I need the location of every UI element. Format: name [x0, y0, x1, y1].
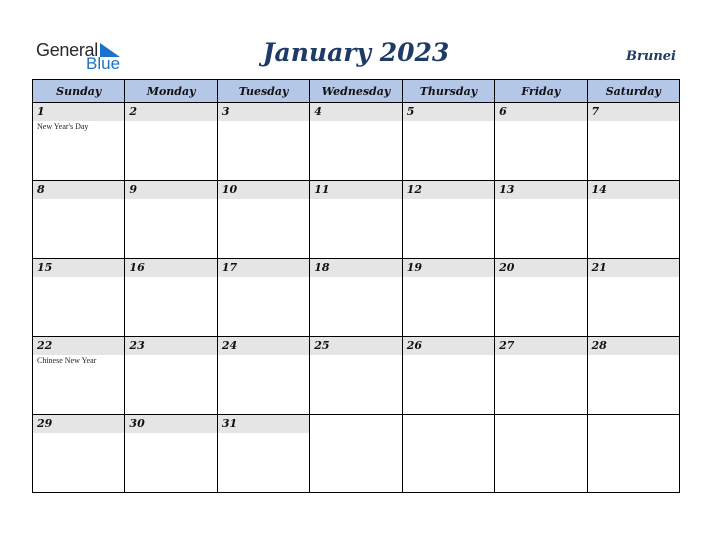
day-cell	[125, 259, 217, 337]
day-number: 21	[588, 259, 679, 277]
day-cell	[125, 181, 217, 259]
day-cell	[495, 181, 587, 259]
day-number: 20	[495, 259, 586, 277]
weekday-header: Friday	[495, 80, 587, 103]
day-cell	[402, 181, 494, 259]
day-number: 9	[125, 181, 216, 199]
day-cell	[310, 259, 402, 337]
day-number: 3	[218, 103, 309, 121]
day-cell	[310, 415, 402, 493]
day-cell	[402, 337, 494, 415]
day-cell	[217, 103, 309, 181]
week-row	[33, 415, 680, 493]
day-number	[403, 415, 494, 433]
day-number	[588, 415, 679, 433]
day-number: 22	[33, 337, 124, 355]
day-cell	[495, 337, 587, 415]
calendar-grid	[32, 79, 680, 493]
day-number	[495, 415, 586, 433]
day-cell	[495, 103, 587, 181]
day-cell	[402, 415, 494, 493]
day-number: 18	[310, 259, 401, 277]
weekday-header: Saturday	[587, 80, 679, 103]
day-cell	[217, 337, 309, 415]
week-row	[33, 337, 680, 415]
weekday-header: Thursday	[402, 80, 494, 103]
day-number	[310, 415, 401, 433]
day-number: 29	[33, 415, 124, 433]
page-title: January 2023	[262, 38, 450, 67]
day-number: 14	[588, 181, 679, 199]
holiday-label: New Year's Day	[37, 122, 89, 131]
day-number: 27	[495, 337, 586, 355]
day-number: 8	[33, 181, 124, 199]
day-cell	[33, 337, 125, 415]
day-number: 12	[403, 181, 494, 199]
day-number: 24	[218, 337, 309, 355]
weekday-header: Wednesday	[310, 80, 402, 103]
day-number: 25	[310, 337, 401, 355]
day-cell	[587, 259, 679, 337]
day-number: 23	[125, 337, 216, 355]
day-number: 19	[403, 259, 494, 277]
day-cell	[125, 337, 217, 415]
day-number: 31	[218, 415, 309, 433]
day-number: 5	[403, 103, 494, 121]
day-cell	[495, 259, 587, 337]
calendar-body	[33, 103, 680, 493]
day-cell	[217, 181, 309, 259]
day-cell	[217, 415, 309, 493]
day-number: 10	[218, 181, 309, 199]
day-cell	[310, 337, 402, 415]
day-cell	[125, 103, 217, 181]
day-cell	[33, 103, 125, 181]
day-number: 6	[495, 103, 586, 121]
day-number: 11	[310, 181, 401, 199]
day-cell	[33, 181, 125, 259]
day-cell	[310, 181, 402, 259]
day-number: 15	[33, 259, 124, 277]
day-number: 26	[403, 337, 494, 355]
day-cell	[587, 337, 679, 415]
day-cell	[587, 181, 679, 259]
day-cell	[310, 103, 402, 181]
day-cell	[217, 259, 309, 337]
day-number: 7	[588, 103, 679, 121]
country-label: Brunei	[626, 49, 676, 64]
day-cell	[587, 103, 679, 181]
day-cell	[125, 415, 217, 493]
week-row	[33, 181, 680, 259]
day-number: 13	[495, 181, 586, 199]
holiday-label: Chinese New Year	[37, 356, 97, 365]
day-number: 16	[125, 259, 216, 277]
day-number: 2	[125, 103, 216, 121]
day-cell	[402, 103, 494, 181]
day-cell	[33, 259, 125, 337]
day-cell	[402, 259, 494, 337]
day-cell	[587, 415, 679, 493]
day-number: 4	[310, 103, 401, 121]
day-number: 1	[33, 103, 124, 121]
logo-text-general: General	[36, 40, 98, 60]
day-number: 30	[125, 415, 216, 433]
logo-text-blue: Blue	[86, 54, 121, 73]
week-row	[33, 259, 680, 337]
week-row	[33, 103, 680, 181]
day-number: 17	[218, 259, 309, 277]
weekday-header: Monday	[125, 80, 217, 103]
weekday-header: Tuesday	[217, 80, 309, 103]
weekday-header-row	[33, 80, 680, 103]
day-cell	[33, 415, 125, 493]
weekday-header: Sunday	[33, 80, 125, 103]
day-number: 28	[588, 337, 679, 355]
day-cell	[495, 415, 587, 493]
